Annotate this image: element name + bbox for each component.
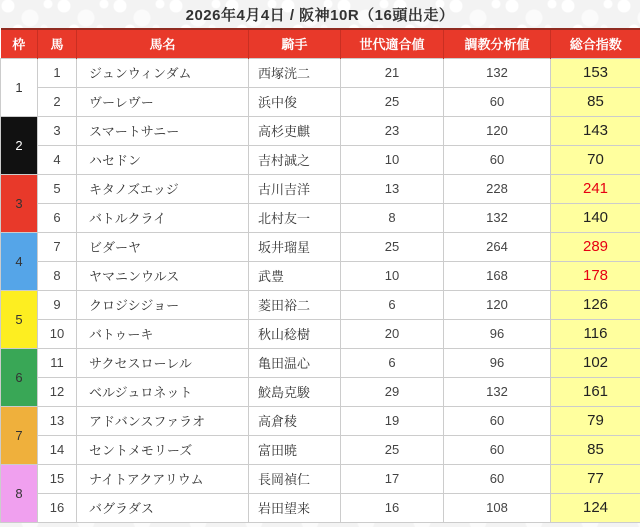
training-value-cell: 120 xyxy=(444,290,551,319)
col-header-generation-fit: 世代適合値 xyxy=(341,29,444,58)
generation-value-cell: 10 xyxy=(341,261,444,290)
generation-value-cell: 20 xyxy=(341,319,444,348)
table-row xyxy=(1,203,640,232)
table-row xyxy=(1,87,640,116)
jockey-cell: 亀田温心 xyxy=(249,348,341,377)
training-value-cell: 60 xyxy=(444,87,551,116)
table-row xyxy=(1,435,640,464)
generation-value-cell: 17 xyxy=(341,464,444,493)
training-value-cell: 264 xyxy=(444,232,551,261)
generation-value-cell: 13 xyxy=(341,174,444,203)
horse-name-cell: ヴーレヴー xyxy=(77,87,249,116)
training-value-cell: 132 xyxy=(444,203,551,232)
table-row xyxy=(1,464,640,493)
horse-name-cell: セントメモリーズ xyxy=(77,435,249,464)
training-value-cell: 132 xyxy=(444,58,551,87)
training-value-cell: 60 xyxy=(444,464,551,493)
total-index-cell: 77 xyxy=(551,464,640,493)
jockey-cell: 吉村誠之 xyxy=(249,145,341,174)
jockey-cell: 富田暁 xyxy=(249,435,341,464)
horse-name-cell: ビダーヤ xyxy=(77,232,249,261)
training-value-cell: 96 xyxy=(444,319,551,348)
col-header-training-value: 調教分析値 xyxy=(444,29,551,58)
total-index-cell: 241 xyxy=(551,174,640,203)
horse-number-cell: 9 xyxy=(38,290,77,319)
horse-name-cell: サクセスローレル xyxy=(77,348,249,377)
jockey-cell: 浜中俊 xyxy=(249,87,341,116)
generation-value-cell: 25 xyxy=(341,435,444,464)
col-header-horse-number: 馬 xyxy=(38,29,77,58)
table-row xyxy=(1,116,640,145)
horse-name-cell: ナイトアクアリウム xyxy=(77,464,249,493)
jockey-cell: 高杉吏麒 xyxy=(249,116,341,145)
training-value-cell: 60 xyxy=(444,435,551,464)
table-row xyxy=(1,261,640,290)
horse-name-cell: バグラダス xyxy=(77,493,249,522)
total-index-cell: 153 xyxy=(551,58,640,87)
table-row xyxy=(1,58,640,87)
jockey-cell: 坂井瑠星 xyxy=(249,232,341,261)
generation-value-cell: 6 xyxy=(341,348,444,377)
table-row xyxy=(1,174,640,203)
table-row xyxy=(1,493,640,522)
horse-name-cell: ハセドン xyxy=(77,145,249,174)
table-row xyxy=(1,145,640,174)
jockey-cell: 鮫島克駿 xyxy=(249,377,341,406)
table-row xyxy=(1,377,640,406)
total-index-cell: 79 xyxy=(551,406,640,435)
race-table xyxy=(0,28,640,523)
frame-cell: 2 xyxy=(1,116,38,174)
generation-value-cell: 25 xyxy=(341,232,444,261)
table-row xyxy=(1,290,640,319)
horse-number-cell: 7 xyxy=(38,232,77,261)
jockey-cell: 岩田望来 xyxy=(249,493,341,522)
total-index-cell: 140 xyxy=(551,203,640,232)
generation-value-cell: 10 xyxy=(341,145,444,174)
horse-number-cell: 10 xyxy=(38,319,77,348)
horse-name-cell: アドバンスファラオ xyxy=(77,406,249,435)
horse-name-cell: ベルジュロネット xyxy=(77,377,249,406)
generation-value-cell: 19 xyxy=(341,406,444,435)
total-index-cell: 178 xyxy=(551,261,640,290)
horse-number-cell: 2 xyxy=(38,87,77,116)
table-row xyxy=(1,319,640,348)
table-header xyxy=(1,29,640,58)
horse-number-cell: 8 xyxy=(38,261,77,290)
table-row xyxy=(1,232,640,261)
training-value-cell: 108 xyxy=(444,493,551,522)
generation-value-cell: 29 xyxy=(341,377,444,406)
jockey-cell: 長岡禎仁 xyxy=(249,464,341,493)
frame-cell: 4 xyxy=(1,232,38,290)
table-row xyxy=(1,348,640,377)
training-value-cell: 60 xyxy=(444,406,551,435)
generation-value-cell: 25 xyxy=(341,87,444,116)
total-index-cell: 102 xyxy=(551,348,640,377)
training-value-cell: 60 xyxy=(444,145,551,174)
horse-number-cell: 3 xyxy=(38,116,77,145)
horse-number-cell: 16 xyxy=(38,493,77,522)
total-index-cell: 143 xyxy=(551,116,640,145)
col-header-jockey: 騎手 xyxy=(249,29,341,58)
training-value-cell: 168 xyxy=(444,261,551,290)
training-value-cell: 96 xyxy=(444,348,551,377)
jockey-cell: 北村友一 xyxy=(249,203,341,232)
jockey-cell: 古川吉洋 xyxy=(249,174,341,203)
frame-cell: 5 xyxy=(1,290,38,348)
jockey-cell: 菱田裕二 xyxy=(249,290,341,319)
horse-name-cell: バトゥーキ xyxy=(77,319,249,348)
total-index-cell: 124 xyxy=(551,493,640,522)
generation-value-cell: 16 xyxy=(341,493,444,522)
generation-value-cell: 6 xyxy=(341,290,444,319)
horse-number-cell: 15 xyxy=(38,464,77,493)
table-row xyxy=(1,406,640,435)
page-title: 2026年4月4日 / 阪神10R（16頭出走） xyxy=(185,6,455,24)
horse-number-cell: 14 xyxy=(38,435,77,464)
horse-name-cell: バトルクライ xyxy=(77,203,249,232)
training-value-cell: 228 xyxy=(444,174,551,203)
total-index-cell: 85 xyxy=(551,435,640,464)
jockey-cell: 武豊 xyxy=(249,261,341,290)
horse-name-cell: クロジシジョー xyxy=(77,290,249,319)
total-index-cell: 85 xyxy=(551,87,640,116)
horse-name-cell: ヤマニンウルス xyxy=(77,261,249,290)
frame-cell: 8 xyxy=(1,464,38,522)
horse-number-cell: 6 xyxy=(38,203,77,232)
training-value-cell: 132 xyxy=(444,377,551,406)
horse-name-cell: キタノズエッジ xyxy=(77,174,249,203)
total-index-cell: 126 xyxy=(551,290,640,319)
horse-name-cell: ジュンウィンダム xyxy=(77,58,249,87)
horse-number-cell: 13 xyxy=(38,406,77,435)
jockey-cell: 西塚洸二 xyxy=(249,58,341,87)
total-index-cell: 289 xyxy=(551,232,640,261)
col-header-frame: 枠 xyxy=(1,29,38,58)
frame-cell: 1 xyxy=(1,58,38,116)
total-index-cell: 70 xyxy=(551,145,640,174)
frame-cell: 6 xyxy=(1,348,38,406)
horse-number-cell: 1 xyxy=(38,58,77,87)
total-index-cell: 116 xyxy=(551,319,640,348)
frame-cell: 3 xyxy=(1,174,38,232)
jockey-cell: 高倉稜 xyxy=(249,406,341,435)
generation-value-cell: 21 xyxy=(341,58,444,87)
frame-cell: 7 xyxy=(1,406,38,464)
jockey-cell: 秋山稔樹 xyxy=(249,319,341,348)
total-index-cell: 161 xyxy=(551,377,640,406)
horse-number-cell: 4 xyxy=(38,145,77,174)
col-header-horse-name: 馬名 xyxy=(77,29,249,58)
horse-name-cell: スマートサニー xyxy=(77,116,249,145)
generation-value-cell: 8 xyxy=(341,203,444,232)
training-value-cell: 120 xyxy=(444,116,551,145)
horse-number-cell: 12 xyxy=(38,377,77,406)
generation-value-cell: 23 xyxy=(341,116,444,145)
horse-number-cell: 5 xyxy=(38,174,77,203)
col-header-total-index: 総合指数 xyxy=(551,29,640,58)
horse-number-cell: 11 xyxy=(38,348,77,377)
